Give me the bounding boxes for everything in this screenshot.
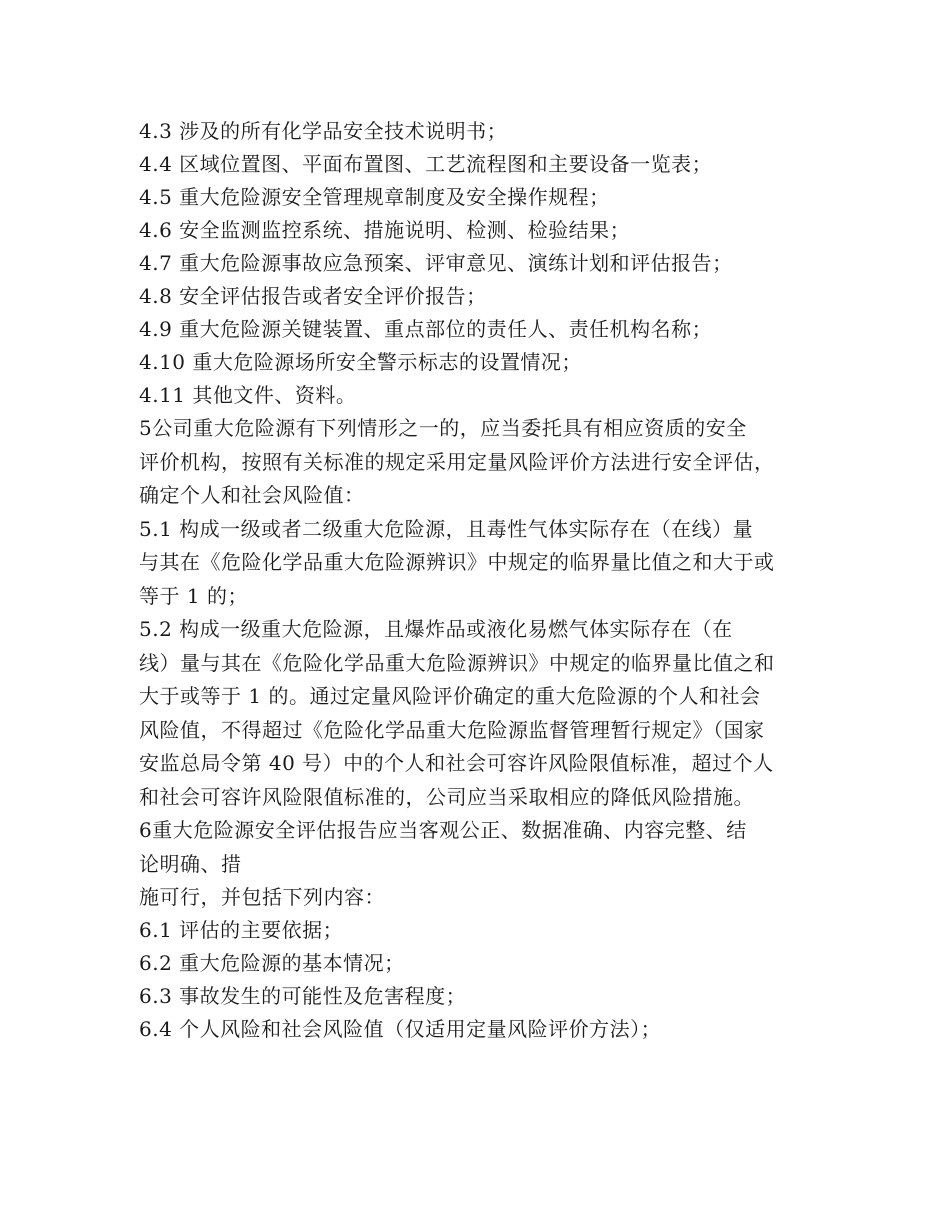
text-line: 施可行，并包括下列内容： (139, 885, 385, 909)
text-line: 4.6 安全监测监控系统、措施说明、检测、检验结果； (139, 218, 631, 242)
text-line: 5.2 构成一级重大危险源，且爆炸品或液化易燃气体实际存在（在 (139, 617, 733, 641)
text-line: 6.1 评估的主要依据； (139, 918, 344, 942)
text-line: 6.2 重大危险源的基本情况； (139, 951, 405, 975)
text-line: 4.9 重大危险源关键装置、重点部位的责任人、责任机构名称； (139, 317, 713, 341)
text-line: 4.5 重大危险源安全管理规章制度及安全操作规程； (139, 185, 610, 209)
text-line: 4.11 其他文件、资料。 (139, 383, 357, 407)
text-line: 大于或等于 1 的。通过定量风险评价确定的重大危险源的个人和社会 (139, 684, 761, 708)
text-line: 4.4 区域位置图、平面布置图、工艺流程图和主要设备一览表； (139, 152, 713, 176)
text-line: 6.3 事故发生的可能性及危害程度； (139, 984, 467, 1008)
text-line: 评价机构，按照有关标准的规定采用定量风险评价方法进行安全评估， (139, 449, 775, 474)
text-line: 4.7 重大危险源事故应急预案、评审意见、演练计划和评估报告； (139, 251, 733, 275)
text-line: 等于 1 的； (139, 583, 248, 608)
text-line: 6.4 个人风险和社会风险值（仅适用定量风险评价方法）； (139, 1017, 662, 1041)
text-line: 风险值，不得超过《危险化学品重大危险源监督管理暂行规定》（国家 (139, 717, 765, 742)
text-line: 论明确、措 (139, 851, 242, 876)
text-line: 线）量与其在《危险化学品重大危险源辨识》中规定的临界量比值之和 (139, 650, 775, 675)
document-body (139, 115, 829, 1046)
text-line: 4.8 安全评估报告或者安全评价报告； (139, 284, 487, 308)
text-line: 确定个人和社会风险值： (139, 483, 365, 507)
text-line: 5.1 构成一级或者二级重大危险源，且毒性气体实际存在（在线）量 (139, 516, 754, 541)
text-line: 6重大危险源安全评估报告应当客观公正、数据准确、内容完整、结 (139, 818, 747, 842)
text-line: 4.10 重大危险源场所安全警示标志的设置情况； (139, 350, 582, 374)
text-line: 5公司重大危险源有下列情形之一的，应当委托具有相应资质的安全 (139, 416, 747, 440)
text-line: 安监总局令第 40 号）中的个人和社会可容许风险限值标准，超过个人 (139, 751, 774, 775)
text-line: 4.3 涉及的所有化学品安全技术说明书； (139, 119, 508, 143)
text-line: 和社会可容许风险限值标准的，公司应当采取相应的降低风险措施。 (139, 784, 754, 809)
text-line: 与其在《危险化学品重大危险源辨识》中规定的临界量比值之和大于或 (139, 550, 775, 574)
